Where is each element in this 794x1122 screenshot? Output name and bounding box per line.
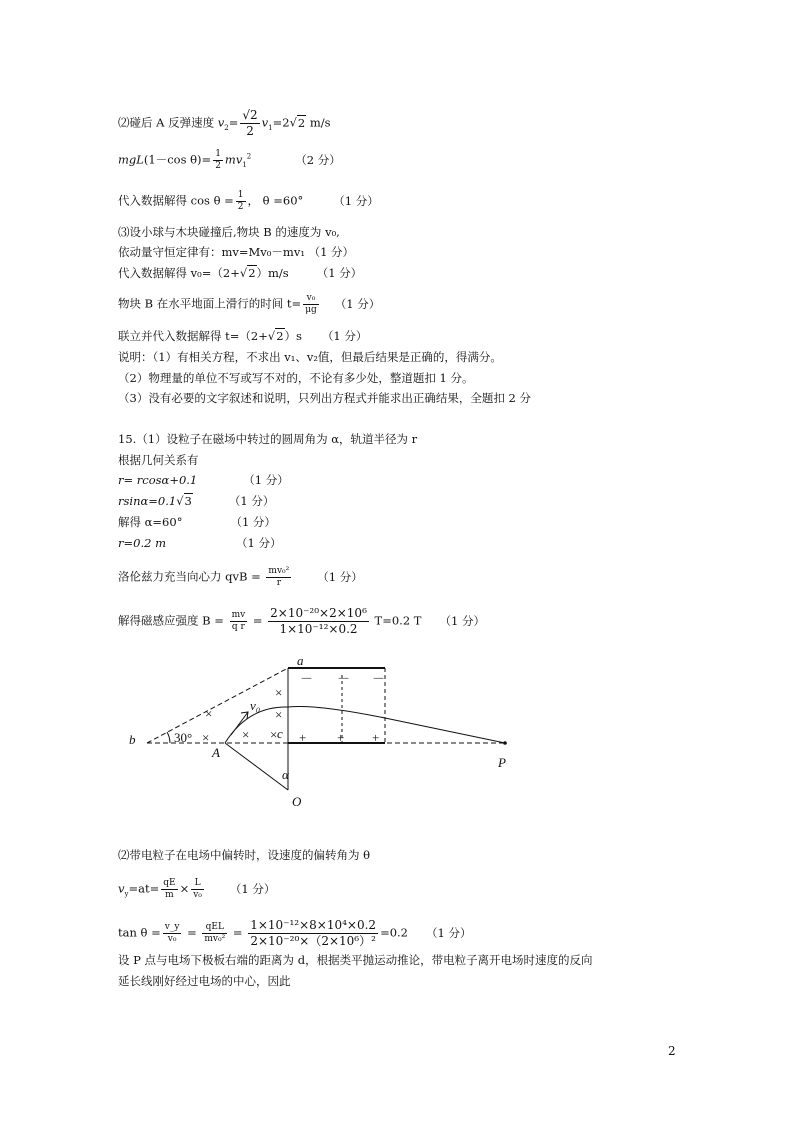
q15-p2-line4: 设 P 点与电场下极板右端的距离为 d，根据类平抛运动推论，带电粒子离开电场时速度的反向: [118, 953, 593, 967]
frac-num: mv: [231, 610, 246, 620]
frac-den: 2: [246, 124, 254, 138]
text: (1－cos θ)=: [143, 152, 212, 167]
text: v: [118, 881, 125, 896]
text: =: [183, 925, 201, 940]
score: （1 分）: [235, 536, 282, 550]
fraction: [191, 878, 204, 901]
text: 1: [268, 123, 273, 132]
text: =: [228, 115, 239, 130]
text: r=0.2 m: [118, 536, 166, 550]
text: 解得磁感应强度 B =: [118, 613, 228, 628]
text: 代入数据解得 cos θ =: [118, 193, 234, 208]
text: ×: [179, 881, 190, 896]
q14-p3-line1: ⑶设小球与木块碰撞后,物块 B 的速度为 v₀,: [118, 225, 340, 239]
q14-p2-line1: ⑵碰后 A 反弹速度 $v_2=$ $\frac{√2}{2}$ $v_1=2√2$ m/s: [118, 108, 331, 138]
frac-num: v_y: [164, 922, 180, 932]
frac-num: 1: [237, 190, 244, 200]
text: rsinα=0.1: [118, 494, 177, 508]
frac-den: r: [276, 578, 281, 588]
text: y: [124, 889, 129, 898]
frac-den: 2×10⁻²⁰×（2×10⁶）²: [250, 934, 376, 948]
text: =0.2: [380, 925, 409, 940]
fraction: [202, 922, 227, 945]
frac-den: 2: [237, 202, 244, 212]
frac-den: mv₀²: [204, 934, 226, 944]
note-1: 说明：（1）有相关方程，不求出 v₁、v₂值，但最后结果是正确的，得满分。: [118, 350, 502, 364]
cross-3: ×: [275, 707, 283, 722]
score: （1 分）: [334, 296, 381, 311]
q15-p2-line1: ⑵带电粒子在电场中偏转时，设速度的偏转角为 θ: [118, 848, 371, 862]
frac-num: 1×10⁻¹²×8×10⁴×0.2: [250, 918, 377, 932]
point-P: [503, 741, 507, 745]
label-30: 30°: [174, 730, 193, 745]
cross-2: ×: [205, 706, 213, 721]
text: v: [217, 115, 225, 130]
frac-den: q r: [231, 622, 245, 632]
fraction: [163, 922, 182, 945]
minus-1: －: [300, 671, 314, 686]
text: =2: [272, 115, 290, 130]
text: ， θ =60°: [247, 193, 304, 208]
score: （1 分）: [317, 569, 363, 584]
minus-2: －: [337, 671, 351, 686]
text: =: [229, 925, 247, 940]
label-a: a: [297, 653, 304, 668]
radicand: 3: [184, 494, 192, 508]
score: （1 分）: [426, 925, 472, 940]
label-b: b: [129, 732, 136, 747]
page-number: 2: [668, 1044, 676, 1058]
cross-4: ×: [202, 730, 210, 745]
note-2: （2）物理量的单位不写或写不对的，不论有多少处，整道题扣 1 分。: [118, 371, 474, 385]
text: m/s: [306, 115, 331, 130]
score: （1 分）: [243, 473, 289, 487]
text: 联立并代入数据解得 t=（2+: [118, 329, 268, 343]
frac-num: √2: [242, 108, 258, 122]
q14-p3-line3: 代入数据解得 v₀=（2+√2）m/s （1 分）: [118, 266, 363, 280]
label-O: O: [292, 794, 302, 809]
radicand: 2: [297, 115, 306, 130]
frac-num: L: [191, 878, 204, 890]
score: （1 分）: [333, 193, 379, 208]
text: ⑵碰后 A 反弹速度: [118, 115, 218, 130]
text: mv: [224, 152, 243, 167]
cross-6: ×: [270, 727, 278, 742]
radius-A-O: [225, 743, 288, 790]
score: （1 分）: [316, 266, 363, 280]
text: 代入数据解得 v₀=（2+: [118, 266, 240, 280]
text: =: [249, 613, 267, 628]
angle-arc: [167, 732, 170, 743]
text: T=0.2 T: [370, 613, 422, 628]
q15-p1-line4: rsinα=0.1√3 （1 分）: [118, 494, 275, 508]
q15-p2-line3: [118, 918, 472, 949]
radicand: 2: [276, 329, 284, 343]
score: （1 分）: [229, 881, 276, 896]
q14-p3-line5: 联立并代入数据解得 t=（2+√2）s （1 分）: [118, 329, 368, 343]
fraction: [248, 918, 378, 949]
label-c: c: [277, 726, 283, 741]
q15-p2-line2: [118, 878, 275, 901]
text: r= rcosα+0.1: [118, 473, 198, 487]
frac-den: 1×10⁻¹²×0.2: [279, 622, 358, 636]
frac-den: m: [165, 890, 174, 900]
label-P: P: [498, 755, 506, 770]
text: tan θ =: [118, 925, 161, 940]
q15-p1-line2: 根据几何关系有: [118, 453, 199, 467]
radicand: 2: [248, 266, 256, 280]
score: （1 分）: [230, 515, 276, 529]
score: （1 分）: [228, 494, 275, 508]
frac-num: 2×10⁻²⁰×2×10⁶: [270, 606, 367, 620]
plus-1: +: [299, 730, 307, 745]
q15-p1-line1: 15.（1）设粒子在磁场中转过的圆周角为 α，轨道半径为 r: [118, 432, 418, 446]
text: 2: [246, 152, 252, 161]
frac-num: mv₀²: [268, 566, 290, 576]
text: mgL: [118, 152, 144, 167]
text: v: [261, 115, 269, 130]
frac-den: μg: [305, 305, 317, 315]
frac-den: v₀: [167, 934, 177, 944]
q15-p2-line5: 延长线刚好经过电场的中心，因此: [118, 974, 291, 988]
label-alpha: α: [282, 767, 289, 782]
frac-den: v₀: [193, 890, 202, 900]
frac-num: qE: [163, 878, 176, 888]
score: （1 分）: [321, 329, 368, 343]
plus-2: +: [337, 730, 345, 745]
label-A: A: [212, 745, 220, 760]
text: =at=: [128, 881, 160, 896]
frac-num: v₀: [303, 293, 319, 305]
text: 1: [242, 160, 247, 169]
text: ）m/s: [256, 266, 289, 280]
score: （2 分）: [295, 152, 341, 167]
text: ）s: [284, 329, 302, 343]
plus-3: +: [372, 730, 380, 745]
dashed-line-b-a: [147, 668, 288, 743]
minus-3: －: [372, 671, 386, 686]
text: 2: [224, 123, 229, 132]
note-3: （3）没有必要的文字叙述和说明，只列出方程式并能求出正确结果，全题扣 2 分: [118, 391, 531, 405]
text: 物块 B 在水平地面上滑行的时间 t=: [118, 296, 302, 311]
text: 解得 α=60°: [118, 515, 183, 529]
q14-p3-line2: 依动量守恒定律有：mv=Mv₀－mv₁ （1 分）: [118, 245, 355, 259]
fraction: [161, 878, 177, 901]
frac-den: 2: [215, 161, 221, 171]
trajectory-field: [288, 706, 505, 743]
frac-num: qEL: [202, 922, 227, 934]
cross-5: ×: [242, 727, 250, 742]
cross-1: ×: [275, 685, 283, 700]
text: 洛伦兹力充当向心力 qvB =: [118, 569, 265, 584]
frac-num: 1: [215, 149, 221, 159]
label-v0: v₀: [250, 698, 261, 713]
score: （1 分）: [439, 613, 485, 628]
